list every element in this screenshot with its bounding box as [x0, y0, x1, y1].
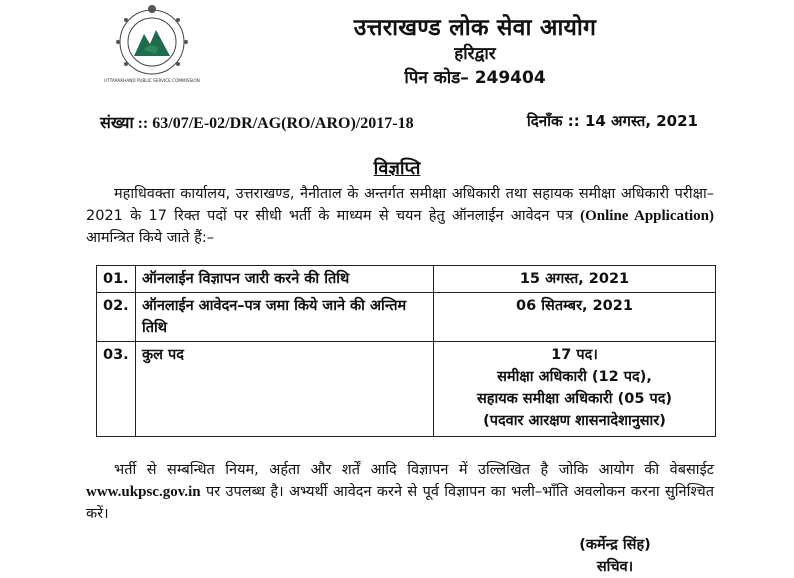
reference-row: [100, 111, 700, 135]
issue-date: दिनाँक :: 14 अगस्त, 2021: [526, 112, 698, 130]
row-label: ऑनलाईन विज्ञापन जारी करने की तिथि: [136, 266, 434, 293]
footer-paragraph: [86, 459, 714, 525]
notice-title: [0, 156, 794, 180]
table-row: [97, 266, 716, 293]
row-serial: 03.: [97, 342, 136, 437]
row-value: [434, 342, 716, 437]
posts-aro: सहायक समीक्षा अधिकारी (05 पद): [476, 391, 673, 407]
svg-text:UTTARAKHAND PUBLIC SERVICE COM: UTTARAKHAND PUBLIC SERVICE COMMISSION: [104, 78, 200, 83]
pincode: पिन कोड– 249404: [404, 68, 546, 88]
intro-text-1: महाधिवक्ता कार्यालय, उत्तराखण्ड, नैनीताल के अन्तर्गत समीक्षा अधिकारी तथा सहायक समीक्षा अधिकारी परीक्षा–2021 के 17 रिक्त पदों पर सीधी भर्ती के माध्यम से चयन हेतु ऑनलाईन आवेदन पत्र: [86, 186, 714, 224]
reference-number: संख्या :: 63/07/E-02/DR/AG(RO/ARO)/2017-18: [100, 115, 414, 132]
row-serial: 02.: [97, 293, 136, 342]
row-serial: 01.: [97, 266, 136, 293]
signatory-designation: सचिव।: [596, 559, 634, 575]
org-name: उत्तराखण्ड लोक सेवा आयोग: [353, 15, 597, 41]
posts-ro: समीक्षा अधिकारी (12 पद),: [497, 369, 652, 385]
signatory-name: (कर्मेन्द्र सिंह): [579, 537, 651, 553]
intro-paragraph: [86, 183, 714, 249]
footer-text-2: पर उपलब्ध है। अभ्यर्थी आवेदन करने से पूर्व विज्ञापन का भली–भाँति अवलोकन करना सुनिश्चित करें।: [86, 484, 714, 522]
total-posts: 17 पद।: [551, 347, 598, 363]
online-application-term: (Online Application): [580, 208, 714, 224]
signature-block: [560, 534, 670, 578]
intro-text-2: आमन्त्रित किये जाते हैं:–: [86, 230, 214, 246]
commission-seal-logo: [100, 4, 204, 84]
table-row: [97, 293, 716, 342]
footer-text-1: भर्ती से सम्बन्धित नियम, अर्हता और शर्तें आदि विज्ञापन में उल्लिखित है जोकि आयोग की वेबसाईट: [114, 462, 714, 478]
schedule-table: [96, 265, 716, 437]
table-row: [97, 342, 716, 437]
row-label: कुल पद: [136, 342, 434, 437]
row-value: 06 सितम्बर, 2021: [434, 293, 716, 342]
letterhead: [300, 14, 650, 90]
row-label: ऑनलाईन आवेदन–पत्र जमा किये जाने की अन्तिम तिथि: [136, 293, 434, 342]
city: हरिद्वार: [454, 44, 496, 64]
row-value: 15 अगस्त, 2021: [434, 266, 716, 293]
website-link[interactable]: www.ukpsc.gov.in: [86, 484, 201, 500]
reservation-note: (पदवार आरक्षण शासनादेशानुसार): [483, 413, 666, 429]
notice-title-text: विज्ञप्ति: [373, 158, 421, 179]
